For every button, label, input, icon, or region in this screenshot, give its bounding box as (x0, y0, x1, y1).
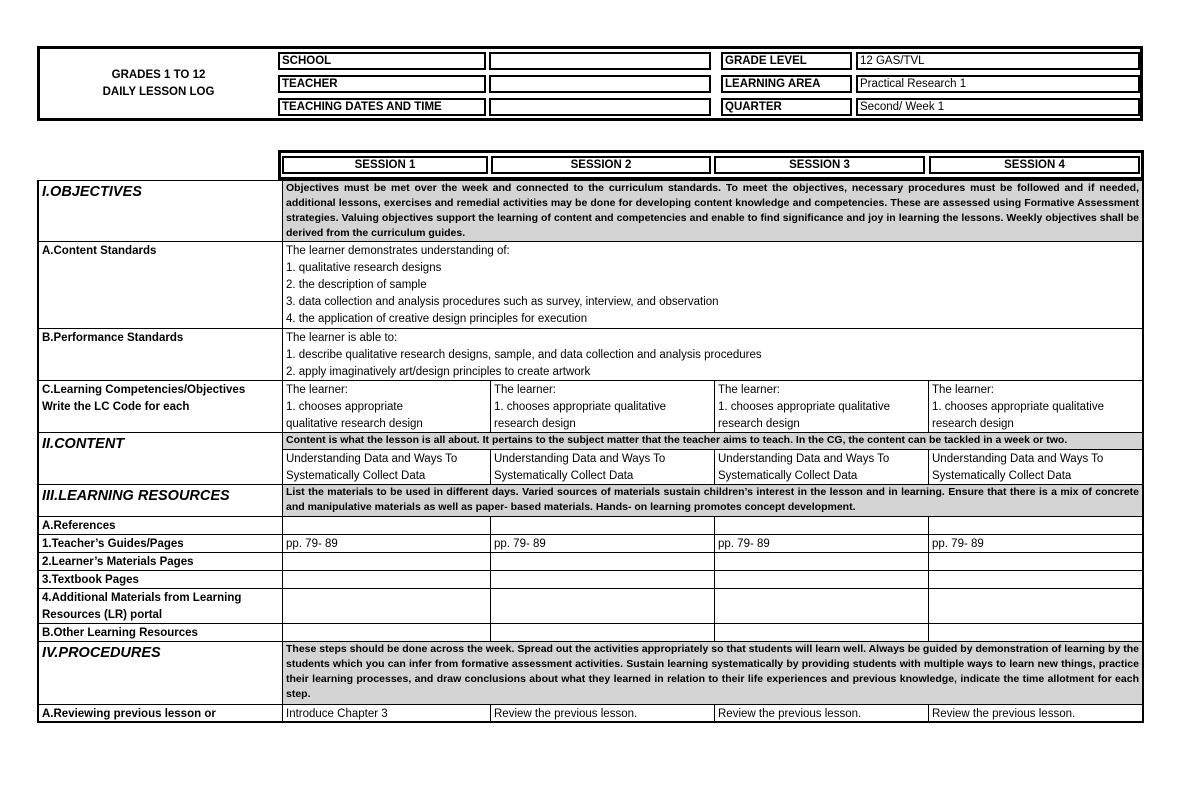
content-topic-line: Understanding Data and Ways To (932, 453, 1104, 465)
content-topic-line: Systematically Collect Data (286, 470, 426, 482)
content-standards-line: 3. data collection and analysis procedures such as survey, interview, and observation (286, 296, 719, 308)
session-1-header: SESSION 1 (282, 156, 488, 174)
textbook-pages-session-2 (490, 570, 715, 589)
competency-line: qualitative research design (286, 418, 423, 430)
content-heading: II.CONTENT (37, 432, 283, 485)
content-standards-line: 4. the application of creative design principles for execution (286, 313, 588, 325)
competency-line: research design (494, 418, 576, 430)
additional-materials-session-3 (714, 588, 929, 624)
other-resources-session-3 (714, 623, 929, 642)
competency-line: 1. chooses appropriate qualitative (718, 401, 890, 413)
content-topic-line: Systematically Collect Data (494, 470, 634, 482)
content-topic-line: Systematically Collect Data (932, 470, 1072, 482)
teachers-guides-session-4: pp. 79- 89 (928, 534, 1144, 553)
learning-competencies-label (37, 380, 283, 433)
references-session-2 (490, 516, 715, 535)
competency-session-2 (490, 380, 715, 433)
title-line-2: DAILY LESSON LOG (102, 85, 215, 98)
competency-line: The learner: (718, 384, 781, 396)
reviewing-session-3: Review the previous lesson. (714, 704, 929, 723)
textbook-pages-label: 3.Textbook Pages (37, 570, 283, 589)
performance-standards-text (282, 328, 1144, 381)
title-line-1: GRADES 1 TO 12 (111, 68, 206, 81)
teachers-guides-session-2: pp. 79- 89 (490, 534, 715, 553)
grade-level-label: GRADE LEVEL (721, 52, 852, 70)
objectives-heading: I.OBJECTIVES (37, 180, 283, 242)
teaching-dates-field[interactable] (489, 98, 711, 116)
content-session-3 (714, 449, 929, 485)
learning-competencies-label-line-1: C.Learning Competencies/Objectives (42, 384, 246, 396)
school-label: SCHOOL (278, 52, 486, 70)
content-note: Content is what the lesson is all about. It pertains to the subject matter that the teacher aims to teach. In the CG, the content can be tackled in a week or two. (282, 432, 1144, 450)
quarter-field[interactable]: Second/ Week 1 (856, 98, 1140, 116)
competency-line: 1. chooses appropriate qualitative (932, 401, 1104, 413)
competency-session-3 (714, 380, 929, 433)
competency-line: The learner: (286, 384, 349, 396)
learning-resources-heading: III.LEARNING RESOURCES (37, 484, 283, 517)
other-resources-session-2 (490, 623, 715, 642)
competency-line: 1. chooses appropriate (286, 401, 403, 413)
learners-materials-session-1 (282, 552, 491, 571)
additional-materials-label-line-1: 4.Additional Materials from Learning (42, 592, 242, 604)
learners-materials-session-2 (490, 552, 715, 571)
learning-competencies-label-line-2: Write the LC Code for each (42, 401, 190, 413)
reviewing-session-2: Review the previous lesson. (490, 704, 715, 723)
additional-materials-label-line-2: Resources (LR) portal (42, 609, 163, 621)
teachers-guides-session-1: pp. 79- 89 (282, 534, 491, 553)
procedures-note: These steps should be done across the week. Spread out the activities appropriately so that students will learn well. Always be guided by demonstration of learning by the students which you can infer from formative assessment activities. Sustain learning systematically by providing students with multiple ways to learn new things, practice their learning processes, and draw conclusions about what they learned in relation to their life experiences and previous knowledge, indicate the time allotment for each step. (282, 641, 1144, 705)
learners-materials-label: 2.Learner’s Materials Pages (37, 552, 283, 571)
competency-line: The learner: (932, 384, 995, 396)
performance-standards-line: 1. describe qualitative research designs, sample, and data collection and analysis procedures (286, 349, 762, 361)
content-standards-text (282, 241, 1144, 329)
other-resources-session-1 (282, 623, 491, 642)
content-session-4 (928, 449, 1144, 485)
session-3-header: SESSION 3 (714, 156, 925, 174)
content-standards-label: A.Content Standards (37, 241, 283, 329)
competency-line: research design (932, 418, 1014, 430)
teacher-label: TEACHER (278, 75, 486, 93)
textbook-pages-session-4 (928, 570, 1144, 589)
content-topic-line: Systematically Collect Data (718, 470, 858, 482)
quarter-label: QUARTER (721, 98, 852, 116)
textbook-pages-session-1 (282, 570, 491, 589)
additional-materials-session-4 (928, 588, 1144, 624)
references-session-3 (714, 516, 929, 535)
competency-line: research design (718, 418, 800, 430)
session-2-header: SESSION 2 (491, 156, 711, 174)
content-standards-line: The learner demonstrates understanding of: (286, 245, 510, 257)
content-standards-line: 1. qualitative research designs (286, 262, 442, 274)
teacher-field[interactable] (489, 75, 711, 93)
procedures-heading: IV.PROCEDURES (37, 641, 283, 705)
additional-materials-session-2 (490, 588, 715, 624)
school-field[interactable] (489, 52, 711, 70)
log-title (40, 49, 277, 118)
additional-materials-label (37, 588, 283, 624)
grade-level-field[interactable]: 12 GAS/TVL (856, 52, 1140, 70)
learning-area-label: LEARNING AREA (721, 75, 852, 93)
learning-area-field[interactable]: Practical Research 1 (856, 75, 1140, 93)
reviewing-label: A.Reviewing previous lesson or (37, 704, 283, 723)
other-resources-label: B.Other Learning Resources (37, 623, 283, 642)
performance-standards-line: 2. apply imaginatively art/design principles to create artwork (286, 366, 591, 378)
competency-session-1 (282, 380, 491, 433)
competency-line: The learner: (494, 384, 557, 396)
content-topic-line: Understanding Data and Ways To (494, 453, 666, 465)
other-resources-session-4 (928, 623, 1144, 642)
content-topic-line: Understanding Data and Ways To (718, 453, 890, 465)
teachers-guides-label: 1.Teacher’s Guides/Pages (37, 534, 283, 553)
content-standards-line: 2. the description of sample (286, 279, 427, 291)
learners-materials-session-4 (928, 552, 1144, 571)
objectives-note: Objectives must be met over the week and connected to the curriculum standards. To meet the objectives, necessary procedures must be followed and if needed, additional lessons, exercises and remedial activities may be done for developing content knowledge and competencies. These are assessed using Formative Assessment strategies. Valuing objectives support the learning of content and competencies and enable to find significance and joy in learning the lessons. Weekly objectives shall be derived from the curriculum guides. (282, 180, 1144, 242)
competency-line: 1. chooses appropriate qualitative (494, 401, 666, 413)
content-session-1 (282, 449, 491, 485)
competency-session-4 (928, 380, 1144, 433)
reviewing-session-4: Review the previous lesson. (928, 704, 1144, 723)
references-session-1 (282, 516, 491, 535)
session-4-header: SESSION 4 (929, 156, 1140, 174)
teachers-guides-session-3: pp. 79- 89 (714, 534, 929, 553)
content-topic-line: Understanding Data and Ways To (286, 453, 458, 465)
performance-standards-label: B.Performance Standards (37, 328, 283, 381)
reviewing-session-1: Introduce Chapter 3 (282, 704, 491, 723)
references-session-4 (928, 516, 1144, 535)
content-session-2 (490, 449, 715, 485)
performance-standards-line: The learner is able to: (286, 332, 398, 344)
learners-materials-session-3 (714, 552, 929, 571)
references-label: A.References (37, 516, 283, 535)
additional-materials-session-1 (282, 588, 491, 624)
textbook-pages-session-3 (714, 570, 929, 589)
teaching-dates-label: TEACHING DATES AND TIME (278, 98, 486, 116)
learning-resources-note: List the materials to be used in different days. Varied sources of materials sustain children’s interest in the lesson and in learning. Ensure that there is a mix of concrete and manipulative materials as well as paper- based materials. Hands- on learning promotes concept development. (282, 484, 1144, 517)
